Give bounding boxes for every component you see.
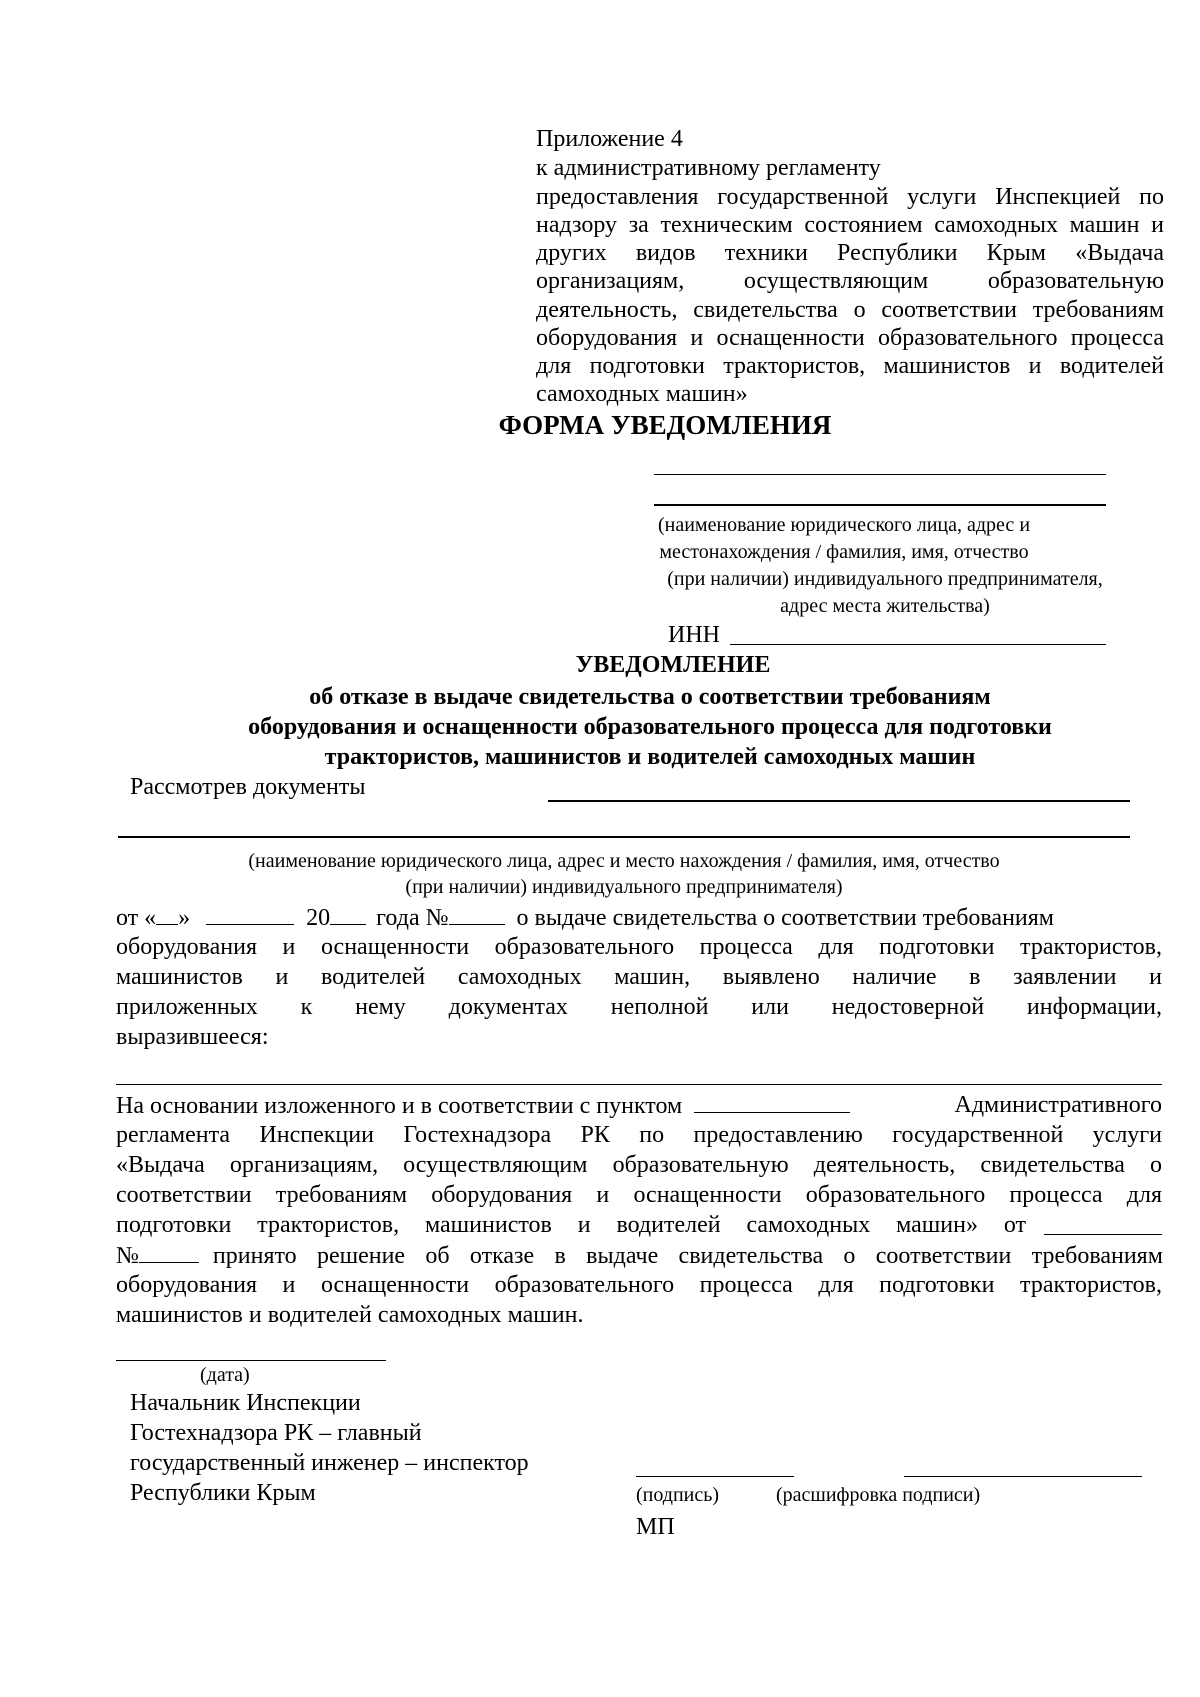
review-label: Рассмотрев документы [130,774,366,800]
inn-line [730,644,1106,645]
recipient-caption-line: (при наличии) индивидуального предпринимателя, [667,568,1103,590]
appendix-text-line: самоходных машин» [536,381,748,407]
basis-line-5-text: подготовки трактористов, машинистов и водителей самоходных машин» от [116,1212,1026,1238]
recipient-caption-line: (наименование юридического лица, адрес и [657,514,1031,536]
basis-line-6-text: принято решение об отказе в выдаче свидетельства о соответствии требованиям [212,1243,1163,1269]
review-caption-line: (наименование юридического лица, адрес и место нахождения / фамилия, имя, отчество [248,850,1000,872]
review-text-line: приложенных к нему документах неполной или недостоверной информации, [116,994,1162,1020]
recipient-address-line [654,504,1106,506]
review-documents-line [548,800,1130,802]
basis-text-line: оборудования и оснащенности образовательного процесса для подготовки трактористов, [116,1272,1162,1298]
stamp-mark: МП [636,1514,675,1540]
review-date-line [116,904,1054,932]
review-caption-line: (при наличии) индивидуального предпринимателя) [405,876,843,898]
year-suffix: года № [376,905,449,931]
notice-subtitle-line: трактористов, машинистов и водителей самоходных машин [324,744,976,770]
review-applicant-line [118,836,1130,838]
reason-line [116,1084,1162,1085]
basis-text-line: «Выдача организациям, осуществляющим образовательную деятельность, свидетельства о [116,1152,1162,1178]
regulation-number-blank [139,1242,199,1263]
point-blank [694,1092,850,1113]
recipient-caption-line: местонахождения / фамилия, имя, отчество [659,541,1029,563]
notice-title: УВЕДОМЛЕНИЕ [575,652,771,678]
basis-first-prefix: На основании изложенного и в соответствии с пунктом [116,1093,683,1119]
date-caption: (дата) [200,1364,250,1386]
appendix-text-line: для подготовки трактористов, машинистов и водителей [536,353,1164,379]
signature-decode-line [904,1476,1142,1477]
day-blank [156,904,178,925]
year-blank [330,904,366,925]
appendix-reference: к административному регламенту [536,155,881,181]
position-line: Начальник Инспекции [130,1390,361,1416]
basis-text-line: регламента Инспекции Гостехнадзора РК по предоставлению государственной услуги [116,1122,1162,1148]
basis-line-6 [116,1242,1162,1270]
inn-label: ИНН [668,622,720,648]
signature-caption: (подпись) [636,1484,720,1506]
year-prefix: 20 [306,905,331,931]
basis-first-line [116,1092,1162,1120]
basis-first-suffix: Административного [954,1092,1162,1118]
recipient-name-line [654,474,1106,475]
regulation-date-blank [1044,1214,1162,1235]
appendix-text-line: оборудования и оснащенности образовательного процесса [536,325,1164,351]
position-line: государственный инженер – инспектор [130,1450,529,1476]
review-text-line: машинистов и водителей самоходных машин, выявлено наличие в заявлении и [116,964,1162,990]
recipient-caption-line: адрес места жительства) [780,595,990,617]
number-blank [449,904,505,925]
appendix-text-line: надзору за техническим состоянием самоходных машин и [536,212,1164,238]
form-title: ФОРМА УВЕДОМЛЕНИЯ [498,410,832,440]
notice-subtitle-line: об отказе в выдаче свидетельства о соответствии требованиям [309,684,991,710]
review-text-line: выразившееся: [116,1024,269,1050]
from-tail: о выдаче свидетельства о соответствии требованиям [516,905,1054,931]
appendix-text-line: деятельность, свидетельства о соответствии требованиям [536,297,1164,323]
appendix-text-line: организациям, осуществляющим образовательную [536,268,1164,294]
position-line: Гостехнадзора РК – главный [130,1420,422,1446]
from-prefix: от « [116,905,157,931]
signature-line [636,1476,794,1477]
basis-line-5 [116,1212,1162,1239]
review-text-line: оборудования и оснащенности образовательного процесса для подготовки трактористов, [116,934,1162,960]
appendix-number: Приложение 4 [536,126,683,152]
signature-decode-caption: (расшифровка подписи) [776,1484,981,1506]
notice-subtitle-line: оборудования и оснащенности образовательного процесса для подготовки [248,714,1052,740]
from-quote-close: » [178,905,191,931]
appendix-text-line: других видов техники Республики Крым «Выдача [536,240,1164,266]
basis-line-6-prefix: № [116,1243,139,1269]
basis-text-line: машинистов и водителей самоходных машин. [116,1302,584,1328]
basis-text-line: соответствии требованиям оборудования и оснащенности образовательного процесса для [116,1182,1162,1208]
date-line [116,1360,386,1361]
month-blank [206,904,294,925]
position-line: Республики Крым [130,1480,316,1506]
appendix-text-line: предоставления государственной услуги Инспекцией по [536,184,1164,210]
